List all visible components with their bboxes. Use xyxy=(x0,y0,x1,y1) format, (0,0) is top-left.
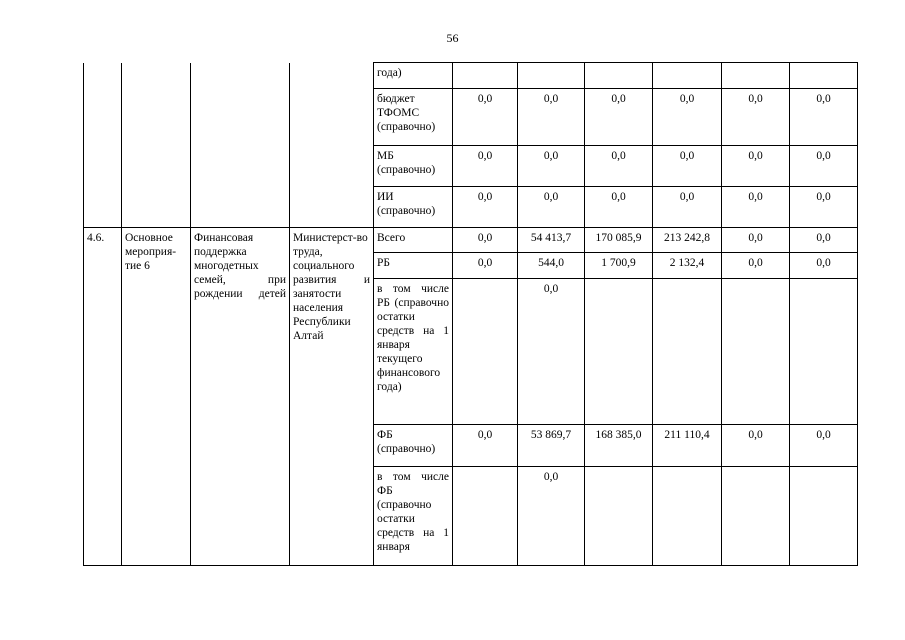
value-cell xyxy=(453,63,518,89)
value-cell xyxy=(722,279,790,425)
value-cell xyxy=(790,467,858,566)
value-cell: 0,0 xyxy=(453,146,518,187)
value-cell xyxy=(453,279,518,425)
measure-number: 4.6. xyxy=(84,228,122,566)
value-cell: 0,0 xyxy=(453,425,518,467)
value-cell: 0,0 xyxy=(453,228,518,253)
value-cell: 211 110,4 xyxy=(653,425,722,467)
value-cell xyxy=(790,279,858,425)
funding-source-cell: в том числе ФБ (справочно остатки средств на 1 января xyxy=(374,467,453,566)
value-cell xyxy=(585,63,653,89)
value-cell: 2 132,4 xyxy=(653,253,722,279)
value-cell xyxy=(653,63,722,89)
value-cell: 0,0 xyxy=(518,146,585,187)
value-cell xyxy=(585,279,653,425)
value-cell: 0,0 xyxy=(790,146,858,187)
funding-source-cell: ФБ (справочно) xyxy=(374,425,453,467)
value-cell: 0,0 xyxy=(790,187,858,228)
value-cell: 0,0 xyxy=(653,89,722,146)
value-cell: 54 413,7 xyxy=(518,228,585,253)
number-cell-empty xyxy=(84,63,122,228)
value-cell: 0,0 xyxy=(518,89,585,146)
measure-type: Основное мероприя-тие 6 xyxy=(122,228,191,566)
value-cell: 0,0 xyxy=(453,89,518,146)
funding-source-cell: Всего xyxy=(374,228,453,253)
value-cell: 0,0 xyxy=(790,253,858,279)
funding-source-cell: года) xyxy=(374,63,453,89)
value-cell xyxy=(722,63,790,89)
page-number: 56 xyxy=(446,31,459,45)
funding-source-cell: РБ xyxy=(374,253,453,279)
value-cell: 213 242,8 xyxy=(653,228,722,253)
value-cell: 0,0 xyxy=(722,146,790,187)
value-cell xyxy=(453,467,518,566)
funding-source-cell: в том числе РБ (справочно остатки средств на 1 января текущего финансового года) xyxy=(374,279,453,425)
value-cell: 0,0 xyxy=(585,89,653,146)
value-cell xyxy=(790,63,858,89)
table-row xyxy=(84,228,858,253)
value-cell xyxy=(653,467,722,566)
name-cell-empty xyxy=(191,63,290,228)
measure-name: Финансовая поддержка многодетных семей, при рождении детей xyxy=(191,228,290,566)
value-cell: 0,0 xyxy=(722,187,790,228)
value-cell: 0,0 xyxy=(653,146,722,187)
value-cell xyxy=(653,279,722,425)
value-cell: 544,0 xyxy=(518,253,585,279)
table-row xyxy=(84,63,858,89)
value-cell: 53 869,7 xyxy=(518,425,585,467)
measure-executor: Министерст-во труда, социального развития и занятости населения Республики Алтай xyxy=(290,228,374,566)
value-cell: 0,0 xyxy=(453,187,518,228)
value-cell: 168 385,0 xyxy=(585,425,653,467)
value-cell: 0,0 xyxy=(790,89,858,146)
value-cell: 0,0 xyxy=(518,187,585,228)
executor-cell-empty xyxy=(290,63,374,228)
value-cell: 0,0 xyxy=(722,425,790,467)
funding-source-cell: ИИ (справочно) xyxy=(374,187,453,228)
value-cell xyxy=(518,63,585,89)
value-cell: 0,0 xyxy=(585,187,653,228)
budget-table xyxy=(83,62,858,566)
value-cell: 0,0 xyxy=(722,89,790,146)
funding-source-cell: МБ (справочно) xyxy=(374,146,453,187)
value-cell xyxy=(585,467,653,566)
value-cell: 0,0 xyxy=(585,146,653,187)
funding-source-cell: бюджет ТФОМС (справочно) xyxy=(374,89,453,146)
value-cell: 0,0 xyxy=(453,253,518,279)
value-cell: 0,0 xyxy=(653,187,722,228)
type-cell-empty xyxy=(122,63,191,228)
value-cell: 0,0 xyxy=(790,425,858,467)
value-cell: 170 085,9 xyxy=(585,228,653,253)
value-cell: 0,0 xyxy=(790,228,858,253)
value-cell: 0,0 xyxy=(722,228,790,253)
value-cell: 0,0 xyxy=(518,467,585,566)
value-cell: 1 700,9 xyxy=(585,253,653,279)
value-cell xyxy=(722,467,790,566)
value-cell: 0,0 xyxy=(722,253,790,279)
value-cell: 0,0 xyxy=(518,279,585,425)
